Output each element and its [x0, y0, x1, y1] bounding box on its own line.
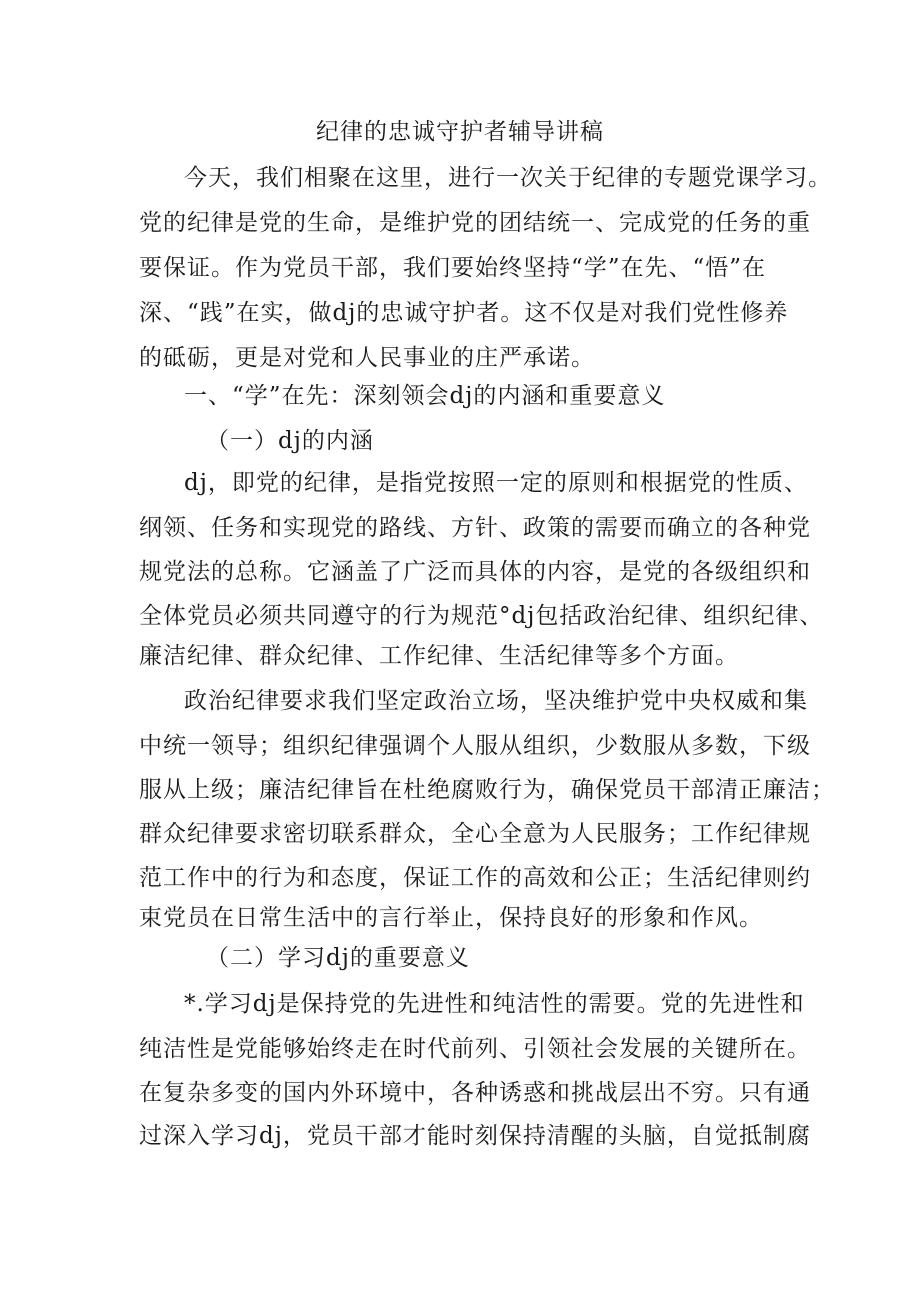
paragraph-line: 今天，我们相聚在这里，进行一次关于纪律的专题党课学习。: [184, 165, 832, 191]
paragraph-line: 纲领、任务和实现党的路线、方针、政策的需要而确立的各种党: [139, 515, 811, 541]
paragraph-line: 要保证。作为党员干部，我们要始终坚持“学”在先、“悟”在: [139, 255, 767, 281]
paragraph-line: 规党法的总称。它涵盖了广泛而具体的内容，是党的各级组织和: [139, 559, 811, 585]
paragraph-line: 的砥砺，更是对党和人民事业的庄严承诺。: [139, 345, 595, 371]
paragraph-line: 束党员在日常生活中的言行举止，保持良好的形象和作风。: [139, 905, 763, 931]
section-heading: 一、“学”在先：深刻领会dj的内涵和重要意义: [184, 383, 666, 409]
subsection-heading: （二）学习dj的重要意义: [206, 945, 470, 971]
paragraph-line: 深、“践”在实，做dj的忠诚守护者。这不仅是对我们党性修养: [139, 300, 789, 326]
paragraph-line: 过深入学习dj，党员干部才能时刻保持清醒的头脑，自觉抵制腐: [139, 1123, 811, 1149]
paragraph-line: 党的纪律是党的生命，是维护党的团结统一、完成党的任务的重: [139, 210, 811, 236]
document-title: 纪律的忠诚守护者辅导讲稿: [316, 119, 604, 145]
paragraph-line: 群众纪律要求密切联系群众，全心全意为人民服务；工作纪律规: [139, 821, 811, 847]
paragraph-line: 纯洁性是党能够始终走在时代前列、引领社会发展的关键所在。: [139, 1036, 811, 1062]
paragraph-line: dj，即党的纪律，是指党按照一定的原则和根据党的性质、: [184, 470, 808, 496]
paragraph-line: 范工作中的行为和态度，保证工作的高效和公正；生活纪律则约: [139, 865, 811, 891]
paragraph-line: 在复杂多变的国内外环境中，各种诱惑和挑战层出不穷。只有通: [139, 1080, 811, 1106]
paragraph-line: 政治纪律要求我们坚定政治立场，坚决维护党中央权威和集: [184, 688, 808, 714]
paragraph-line: 廉洁纪律、群众纪律、工作纪律、生活纪律等多个方面。: [139, 643, 739, 669]
paragraph-line: 全体党员必须共同遵守的行为规范°dj包括政治纪律、组织纪律、: [139, 603, 824, 629]
paragraph-line: 中统一领导；组织纪律强调个人服从组织，少数服从多数，下级: [139, 733, 811, 759]
subsection-heading: （一）dj的内涵: [206, 428, 374, 454]
paragraph-line: *.学习dj是保持党的先进性和纯洁性的需要。党的先进性和: [184, 991, 805, 1017]
paragraph-line: 服从上级；廉洁纪律旨在杜绝腐败行为，确保党员干部清正廉洁；: [139, 777, 835, 803]
